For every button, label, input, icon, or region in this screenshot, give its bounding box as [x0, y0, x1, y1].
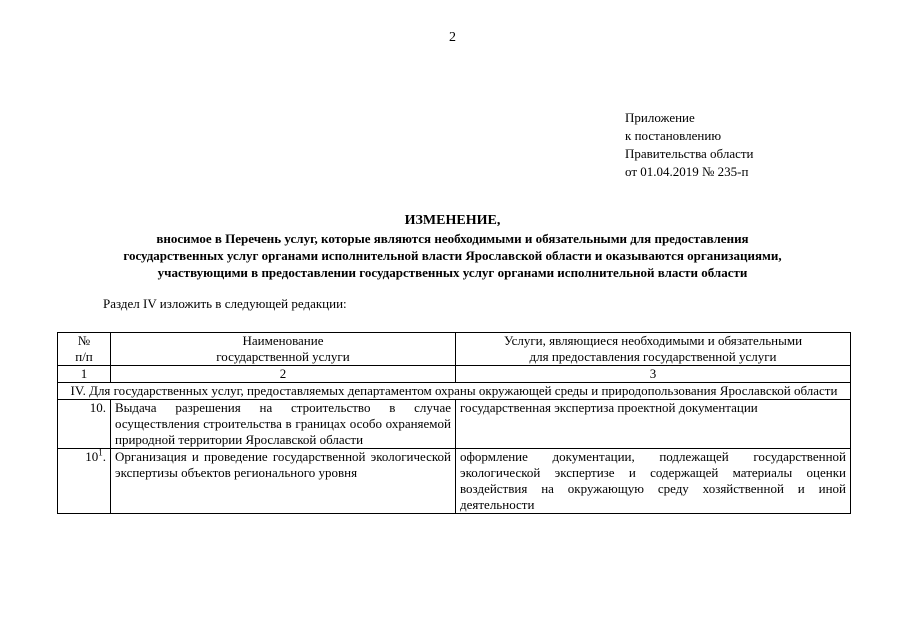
title-line: вносимое в Перечень услуг, которые являются необходимыми и обязательными для предоставления [156, 231, 749, 246]
header-service-cell [111, 333, 456, 366]
appendix-line: Приложение [625, 110, 695, 125]
section-row [58, 383, 851, 400]
appendix-line: от 01.04.2019 № 235-п [625, 164, 749, 179]
row-number-text: 10 [85, 449, 99, 464]
required-services: оформление документации, подлежащей государственной экологической экспертизе и содержащей материалы оценки воздействия на окружающую среду хозяйственной и иной деятельности [456, 449, 851, 514]
row-number-sup: 1 [98, 447, 103, 458]
service-name: Выдача разрешения на строительство в случае осуществления строительства в границах особо охраняемой природной территории Ярославской области [111, 400, 456, 449]
header-text: для предоставления государственной услуги [529, 349, 777, 364]
services-table [57, 332, 851, 514]
row-number-text: 10. [89, 400, 106, 415]
column-number-row [58, 366, 851, 383]
table-header-row [58, 333, 851, 366]
header-text: № [77, 333, 91, 348]
appendix-block [625, 109, 754, 181]
title-line: участвующими в предоставлении государственных услуг органами исполнительной власти области [157, 265, 748, 280]
header-text: Наименование [242, 333, 324, 348]
header-number-cell [58, 333, 111, 366]
required-services: государственная экспертиза проектной документации [456, 400, 851, 449]
row-number [58, 400, 111, 449]
appendix-line: Правительства области [625, 146, 754, 161]
table-row [58, 400, 851, 449]
column-number: 3 [456, 366, 851, 383]
row-number-suffix: . [102, 449, 106, 464]
section-title: IV. Для государственных услуг, предоставляемых департаментом охраны окружающей среды и природопользования Ярославской области [58, 383, 851, 400]
header-text: государственной услуги [216, 349, 350, 364]
title-line: государственных услуг органами исполнительной власти Ярославской области и оказываются организациями, [123, 248, 782, 263]
appendix-line: к постановлению [625, 128, 722, 143]
table-row [58, 449, 851, 514]
column-number: 2 [111, 366, 456, 383]
document-title [40, 212, 865, 281]
header-text: Услуги, являющиеся необходимыми и обязательными [503, 333, 803, 348]
row-number [58, 449, 111, 514]
page-number: 2 [449, 30, 456, 45]
title-heading: ИЗМЕНЕНИЕ, [404, 213, 501, 228]
intro-text: Раздел IV изложить в следующей редакции: [103, 296, 347, 311]
header-text: п/п [75, 349, 93, 364]
column-number: 1 [58, 366, 111, 383]
header-required-cell [456, 333, 851, 366]
service-name: Организация и проведение государственной экологической экспертизы объектов регионального уровня [111, 449, 456, 514]
